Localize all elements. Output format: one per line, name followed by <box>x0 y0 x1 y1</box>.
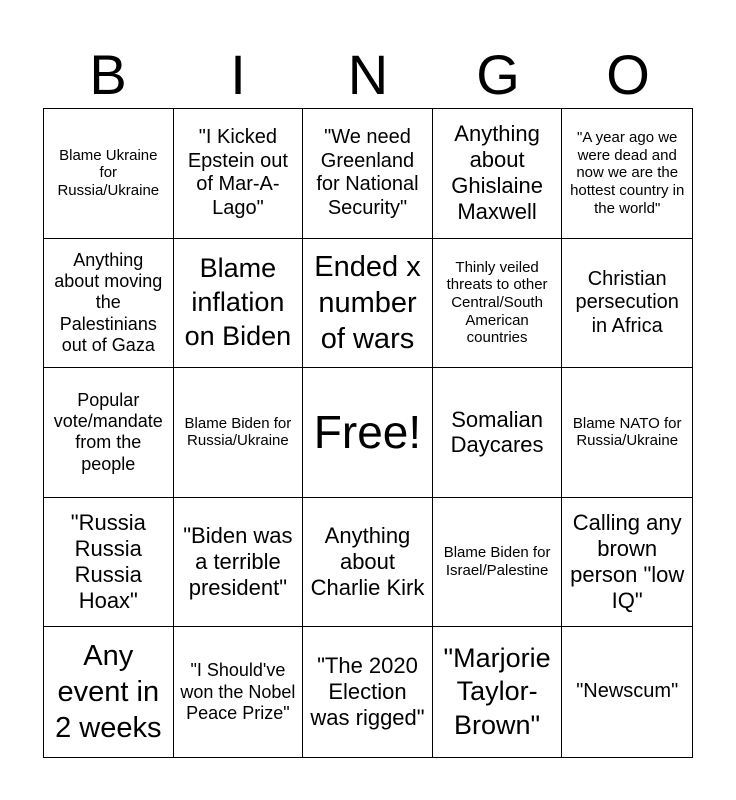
bingo-cell-r4-c2[interactable]: "Biden was a terrible president" <box>174 498 304 628</box>
bingo-cell-r3-c4[interactable]: Somalian Daycares <box>433 368 563 498</box>
header-letter-n: N <box>347 43 389 106</box>
bingo-cell-r4-c1[interactable]: "Russia Russia Russia Hoax" <box>44 498 174 628</box>
bingo-cell-r5-c5[interactable]: "Newscum" <box>576 680 679 703</box>
bingo-cell-r1-c2[interactable]: "I Kicked Epstein out of Mar-A-Lago" <box>174 109 304 239</box>
bingo-cell-r3-c5[interactable]: Blame NATO for Russia/Ukraine <box>562 368 692 498</box>
bingo-cell-r2-c1[interactable]: Anything about moving the Palestinians out of Gaza <box>44 239 174 369</box>
bingo-cell-r4-c3[interactable]: Anything about Charlie Kirk <box>303 498 433 628</box>
bingo-cell-r3-c1[interactable]: Popular vote/mandate from the people <box>44 368 174 498</box>
bingo-cell-r5-c2[interactable]: "I Should've won the Nobel Peace Prize" <box>174 627 304 757</box>
bingo-cell-r1-c5[interactable]: "A year ago we were dead and now we are the hottest country in the world" <box>562 109 692 239</box>
bingo-cell-r2-c5[interactable]: Christian persecution in Africa <box>562 239 692 369</box>
bingo-cell-r5-c4[interactable]: "Marjorie Taylor-Brown" <box>433 627 563 757</box>
bingo-cell-free[interactable]: Free! <box>303 368 433 498</box>
bingo-cell-r1-c4[interactable]: Anything about Ghislaine Maxwell <box>433 109 563 239</box>
bingo-cell-r5-c1[interactable]: Any event in 2 weeks <box>44 627 174 757</box>
bingo-cell-r5-c3[interactable]: "The 2020 Election was rigged" <box>303 627 433 757</box>
bingo-cell-r3-c2[interactable]: Blame Biden for Russia/Ukraine <box>174 368 304 498</box>
header-letter-o: O <box>606 43 650 106</box>
header-letter-b: B <box>89 43 127 106</box>
bingo-cell-r4-c4[interactable]: Blame Biden for Israel/Palestine <box>433 498 563 628</box>
header-letter-g: G <box>476 43 520 106</box>
bingo-cell-r1-c3[interactable]: "We need Greenland for National Security" <box>303 109 433 239</box>
header-letter-i: I <box>230 43 246 106</box>
bingo-cell-r2-c4[interactable]: Thinly veiled threats to other Central/South American countries <box>433 239 563 369</box>
bingo-header <box>43 42 693 108</box>
bingo-board <box>43 108 693 758</box>
bingo-cell-r1-c1[interactable]: Blame Ukraine for Russia/Ukraine <box>44 109 174 239</box>
bingo-cell-r2-c3[interactable]: Ended x number of wars <box>303 239 433 369</box>
bingo-cell-r2-c2[interactable]: Blame inflation on Biden <box>174 239 304 369</box>
bingo-cell-r4-c5[interactable]: Calling any brown person "low IQ" <box>562 498 692 628</box>
